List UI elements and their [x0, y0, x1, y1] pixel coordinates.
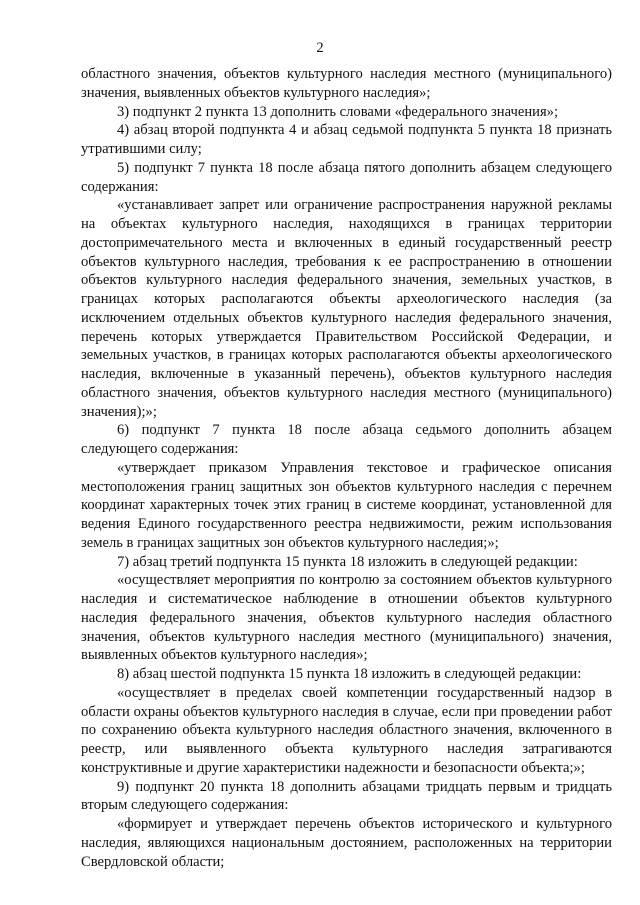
paragraph: 4) абзац второй подпункта 4 и абзац седьмой подпункта 5 пункта 18 признать утратившими силу;: [81, 122, 612, 157]
paragraph: «утверждает приказом Управления текстовое и графическое описания местоположения границ защитных зон объектов культурного наследия с перечнем координат характерных точек этих границ в системе координат, установленной для ведения Единого государственного реестра недвижимости, режим использования земель в границах защитных зон объектов культурного наследия;»;: [81, 459, 612, 551]
paragraph: «устанавливает запрет или ограничение распространения наружной рекламы на объектах культурного наследия, находящихся в границах территории достопримечательного места и включенных в единый государственный реестр объектов культурного наследия, требования к ее распространению в отношении объектов культурного наследия федерального значения, земельных участков, в границах которых располагаются объекты археологического наследия (за исключением отдельных объектов культурного наследия федерального значения, перечень которых утверждается Правительством Российской Федерации, и земельных участков, в границах которых располагаются объекты археологического наследия, включенные в указанный перечень), объектов культурного наследия областного значения, объектов культурного наследия местного (муниципального) значения);»;: [81, 197, 612, 420]
paragraph: 3) подпункт 2 пункта 13 дополнить словами «федерального значения»;: [117, 103, 559, 120]
paragraph: «формирует и утверждает перечень объектов исторического и культурного наследия, являющихся национальным достоянием, расположенных на территории Свердловской области;: [81, 816, 612, 870]
paragraph: «осуществляет в пределах своей компетенции государственный надзор в области охраны объектов культурного наследия в случае, если при проведении работ по сохранению объекта культурного наследия областного значения, включенного в реестр, или выявленного объекта культурного наследия затрагиваются конструктивные и другие характеристики надежности и безопасности объекта;»;: [81, 684, 612, 776]
paragraph: «осуществляет мероприятия по контролю за состоянием объектов культурного наследия и систематическое наблюдение в отношении объектов культурного наследия федерального значения, объектов культурного наследия областного значения, объектов культурного наследия местного (муниципального) значения, выявленных объектов культурного наследия»;: [81, 572, 612, 664]
paragraph: областного значения, объектов культурного наследия местного (муниципального) значения, выявленных объектов культурного наследия»;: [81, 66, 612, 101]
paragraph: 9) подпункт 20 пункта 18 дополнить абзацами тридцать первым и тридцать вторым следующего содержания:: [81, 778, 612, 814]
paragraph: 5) подпункт 7 пункта 18 после абзаца пятого дополнить абзацем следующего содержания:: [81, 159, 612, 195]
paragraph: 8) абзац шестой подпункта 15 пункта 18 изложить в следующей редакции:: [117, 666, 582, 682]
document-body: [81, 65, 612, 871]
paragraph: 6) подпункт 7 пункта 18 после абзаца седьмого дополнить абзацем следующего содержания:: [81, 422, 612, 457]
page-number: 2: [316, 40, 324, 56]
paragraph: 7) абзац третий подпункта 15 пункта 18 изложить в следующей редакции:: [117, 553, 578, 570]
